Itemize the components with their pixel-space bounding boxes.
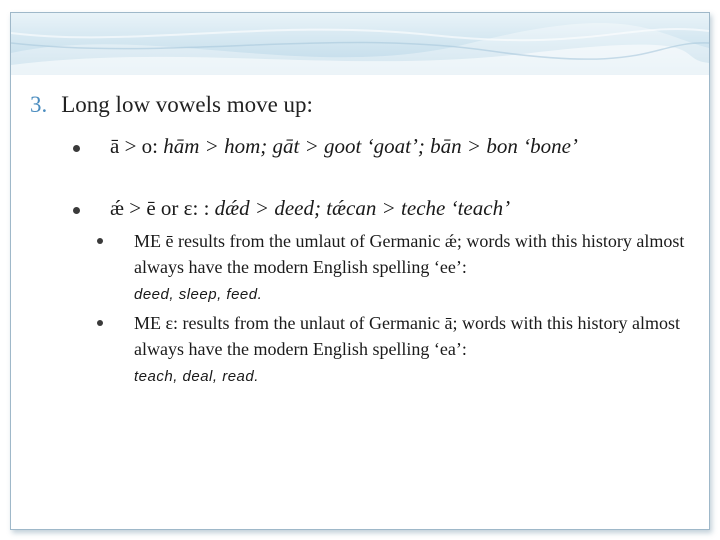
bullet-text: dǽd > deed; tǽcan > teche ‘teach’ [214, 196, 511, 220]
bullet-lead: ǽ > ē or ɛ: : [110, 196, 215, 220]
bullet-item [110, 196, 510, 221]
bullet-lead: ā > o: [110, 134, 164, 158]
subbullet-dot [97, 320, 103, 326]
banner-wave-decoration [11, 13, 709, 75]
bullet-item [110, 134, 578, 159]
header-banner [11, 13, 709, 75]
subbullet-text: ME ē results from the umlaut of Germanic ǽ; words with this history almost always have the modern English spelling ‘ee’: [134, 231, 685, 277]
subbullet-item [134, 228, 694, 308]
subbullet-examples: deed, sleep, feed. [134, 286, 263, 303]
subbullet-dot [97, 238, 103, 244]
subbullet-item [134, 310, 694, 390]
heading-text: Long low vowels move up: [61, 92, 313, 117]
subbullet-examples: teach, deal, read. [134, 368, 259, 385]
subbullet-text: ME ɛ: results from the unlaut of Germanic ā; words with this history almost always have the modern English spelling ‘ea’: [134, 313, 680, 359]
slide-heading [30, 92, 313, 118]
bullet-dot [73, 207, 80, 214]
bullet-dot [73, 145, 80, 152]
bullet-text: hām > hom; gāt > goot ‘goat’; bān > bon ‘bone’ [163, 134, 578, 158]
heading-number: 3. [30, 92, 48, 117]
